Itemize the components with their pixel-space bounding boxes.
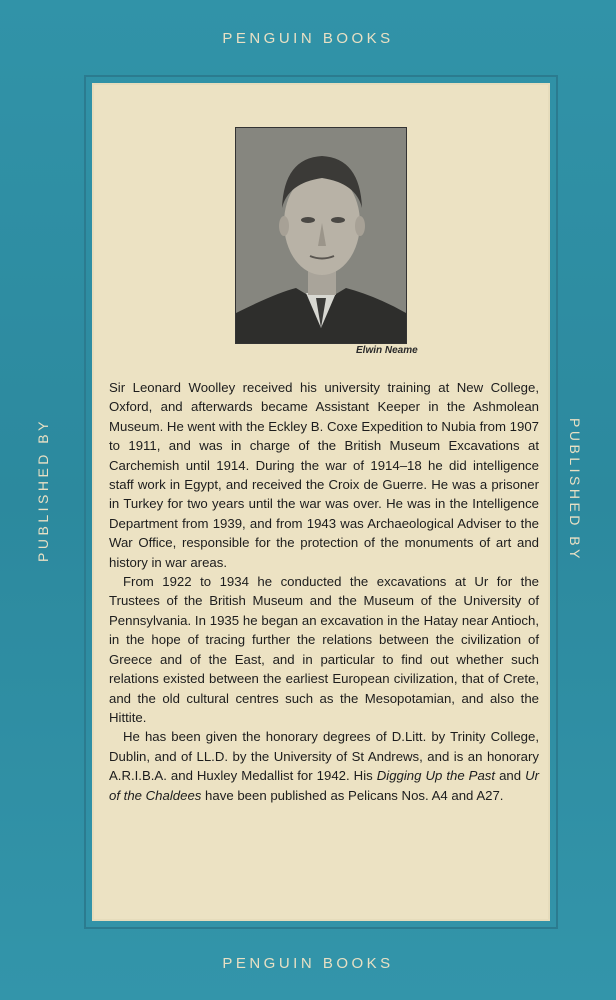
bio-paragraph-2: From 1922 to 1934 he conducted the excavations at Ur for the Trustees of the British Museum and the Museum of the University of Pennsylvania. In 1935 he began an excavation in the Hatay near Antioch, in the hope of tracing further the relations between the civilization of Greece and of the East, and in particular to find out whether such relations existed between the earliest European civilization, that of Crete, and the old cultural centres such as the Mesopotamian, and also the Hittite. bbox=[109, 574, 539, 725]
bio-paragraph-1: Sir Leonard Woolley received his university training at New College, Oxford, and afterwards became Assistant Keeper in the Ashmolean Museum. He went with the Eckley B. Coxe Expedition to Nubia from 1907 to 1911, and was in charge of the British Museum Excavations at Carchemish until 1914. During the war of 1914–18 he did intelligence staff work in Egypt, and received the Croix de Guerre. He was a prisoner in Turkey for two years until the war was over. He was in the Intelligence Department from 1939, and from 1943 was Archaeological Adviser to the War Office, responsible for the protection of the monuments of art and history in war areas. bbox=[109, 380, 539, 570]
author-panel bbox=[92, 83, 550, 921]
bio-p3-text-e: have been published as Pelicans Nos. A4 and A27. bbox=[201, 787, 504, 803]
publisher-footer: PENGUIN BOOKS bbox=[222, 955, 394, 972]
book-title-ur-of-the-chaldees: Ur of the Chaldees bbox=[109, 768, 539, 803]
side-label-right: PUBLISHED BY bbox=[567, 418, 583, 562]
author-portrait bbox=[235, 127, 407, 344]
bio-p3-text-c: and bbox=[495, 768, 526, 784]
book-title-digging-up-the-past: Digging Up the Past bbox=[376, 768, 496, 784]
bio-p3-text-a: He has been given the honorary degrees of D.Litt. by Trinity College, Dublin, and of LL.D. by the University of St Andrews, and is an honorary A.R.I.B.A. and Huxley Medallist for 1942. His bbox=[109, 729, 539, 784]
photo-credit: Elwin Neame bbox=[356, 345, 418, 356]
side-label-left: PUBLISHED BY bbox=[35, 418, 51, 562]
author-biography bbox=[109, 378, 539, 805]
publisher-header: PENGUIN BOOKS bbox=[222, 30, 394, 47]
bio-paragraph-3 bbox=[109, 727, 539, 805]
